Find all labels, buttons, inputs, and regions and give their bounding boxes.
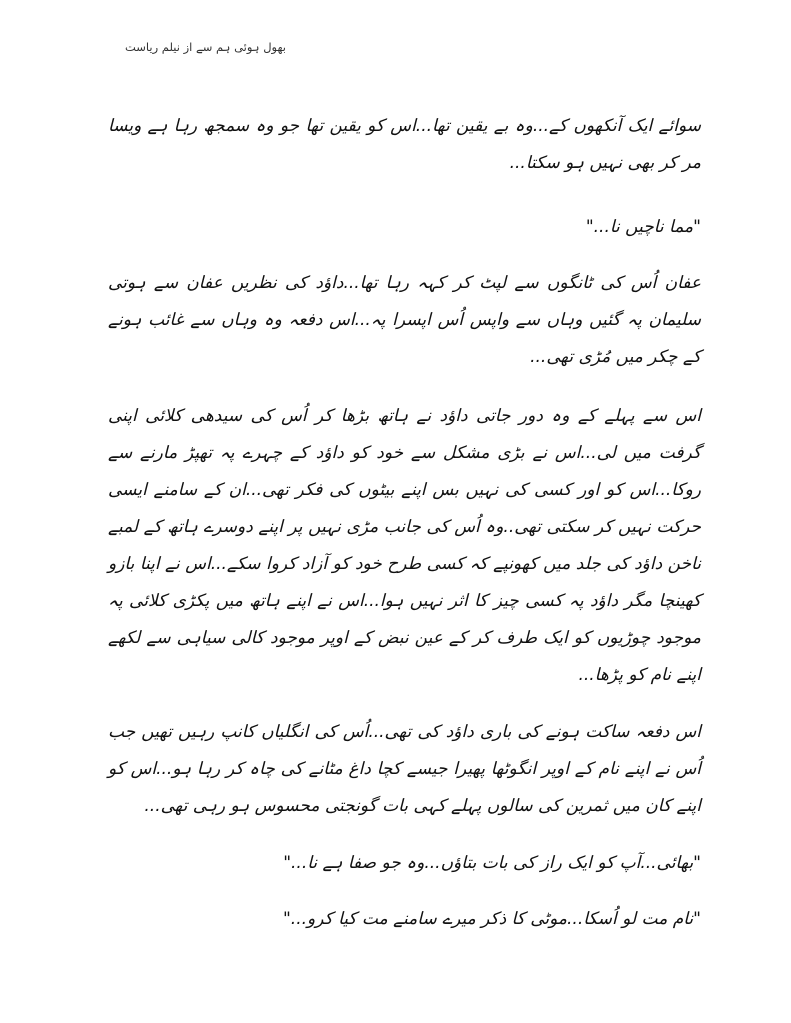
dialogue-3: "نام مت لو اُسکا...موٹی کا ذکر میرے سامنے مت کیا کرو..." [282, 909, 701, 929]
paragraph-1: سوائے ایک آنکھوں کے...وہ بے یقین تھا...اس کو یقین تھا جو وہ سمجھ رہا ہے ویسا مر کر بھی نہیں ہو سکتا... [108, 116, 701, 173]
dialogue-2: "بھائی...آپ کو ایک راز کی بات بتاؤں...وہ جو صفا ہے نا..." [283, 853, 701, 873]
paragraph-3: اس سے پہلے کے وہ دور جاتی داؤد نے ہاتھ بڑھا کر اُس کی سیدھی کلائی اپنی گرفت میں لی...اس نے بڑی مشکل سے خود کو داؤد کے چہرے پہ تھپڑ مارنے سے روکا...اس کو اور کسی کی نہیں بس اپنے بیٹوں کی فکر تھی...ان کے سامنے ایسی حرکت نہیں کر سکتی تھی..وہ اُس کی جانب مڑی نہیں پر اپنے دوسرے ہاتھ کے لمبے ناخن داؤد کی جلد میں کھونپے کہ کسی طرح خود کو آزاد کروا سکے...اس نے اپنا بازو کھینچا مگر داؤد پہ کسی چیز کا اثر نہیں ہوا...اس نے اپنے ہاتھ میں پکڑی کلائی پہ موجود چوڑیوں کو ایک طرف کر کے عین نبض کے اوپر موجود کالی سیاہی سے لکھے اپنے نام کو پڑھا... [108, 406, 701, 685]
running-header: بھول ہوئی ہم سے از نیلم ریاست [124, 40, 286, 54]
paragraph-2: عفان اُس کی ٹانگوں سے لپٹ کر کہہ رہا تھا...داؤد کی نظریں عفان سے ہوتی سلیمان پہ گئیں وہاں سے واپس اُس اپسرا پہ...اس دفعہ وہ وہاں سے غائب ہونے کے چکر میں مُڑی تھی... [108, 273, 701, 367]
paragraph-4: اس دفعہ ساکت ہونے کی باری داؤد کی تھی...اُس کی انگلیاں کانپ رہیں تھیں جب اُس نے اپنے نام کے اوپر انگوٹھا پھیرا جیسے کچا داغ مٹانے کی چاہ کر رہا ہو...اس کو اپنے کان میں ثمرین کی سالوں پہلے کہی بات گونجتی محسوس ہو رہی تھی... [108, 722, 701, 816]
page-body [108, 108, 701, 957]
dialogue-1: "مما ناچیں نا..." [585, 217, 701, 237]
